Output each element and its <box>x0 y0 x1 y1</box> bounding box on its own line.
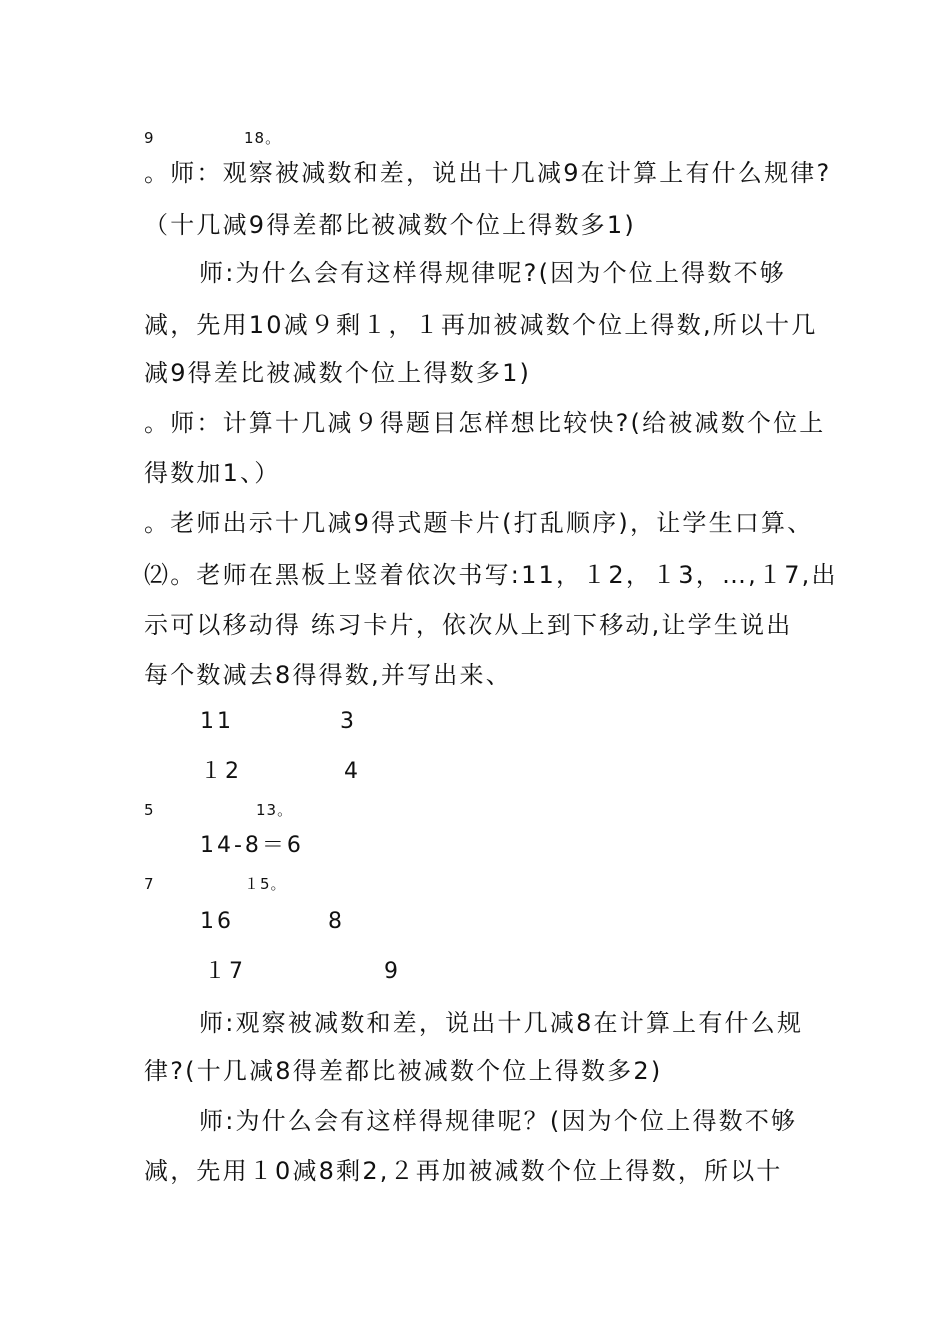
table-cell-minuend: １7 <box>204 959 246 984</box>
paragraph-line: 师:观察被减数和差，说出十几减8在计算上有什么规 <box>199 1009 804 1037</box>
table-cell-fragment: 5 <box>144 801 155 819</box>
table-cell-fragment: １5。 <box>244 875 287 893</box>
table-cell-difference: 3 <box>340 709 357 734</box>
fragment-18: 18。 <box>244 129 282 147</box>
paragraph-line: 。师：计算十几减９得题目怎样想比较快?(给被减数个位上 <box>144 409 826 437</box>
paragraph-line: ⑵。老师在黑板上竖着依次书写:11，１2，１3，…,１7,出 <box>144 561 838 589</box>
table-cell-minuend: 16 <box>200 909 234 934</box>
table-cell-difference: 9 <box>384 959 401 984</box>
paragraph-line: 示可以移动得 练习卡片，依次从上到下移动,让学生说出 <box>144 611 793 639</box>
paragraph-line: 每个数减去8得得数,并写出来、 <box>144 661 512 689</box>
paragraph-line: 师:为什么会有这样得规律呢?(因为个位上得数不够 <box>199 259 786 287</box>
fragment-9: 9 <box>144 129 155 147</box>
table-cell-minuend: 11 <box>200 709 234 734</box>
table-cell-minuend: １2 <box>200 759 242 784</box>
paragraph-line: 减，先用10减９剩１，１再加被减数个位上得数,所以十几 <box>144 311 818 339</box>
paragraph-line: 。老师出示十几减9得式题卡片(打乱顺序)，让学生口算、 <box>144 509 814 537</box>
table-cell-difference: 8 <box>328 909 345 934</box>
table-cell-fragment: 7 <box>144 875 155 893</box>
paragraph-line: （十几减9得差都比被减数个位上得数多1) <box>144 211 636 239</box>
paragraph-line: 师:为什么会有这样得规律呢？(因为个位上得数不够 <box>199 1107 798 1135</box>
table-cell-fragment: 13。 <box>256 801 294 819</box>
paragraph-line: 减9得差比被减数个位上得数多1) <box>144 359 532 387</box>
paragraph-line: 律?(十几减8得差都比被减数个位上得数多2) <box>144 1057 663 1085</box>
table-cell-equation: 14-8＝6 <box>200 833 304 858</box>
paragraph-line: 减，先用１0减8剩2,２再加被减数个位上得数，所以十 <box>144 1157 783 1185</box>
table-cell-difference: 4 <box>344 759 361 784</box>
paragraph-line: 得数加1、） <box>144 459 281 487</box>
paragraph-line: 。师：观察被减数和差，说出十几减9在计算上有什么规律? <box>144 159 832 187</box>
